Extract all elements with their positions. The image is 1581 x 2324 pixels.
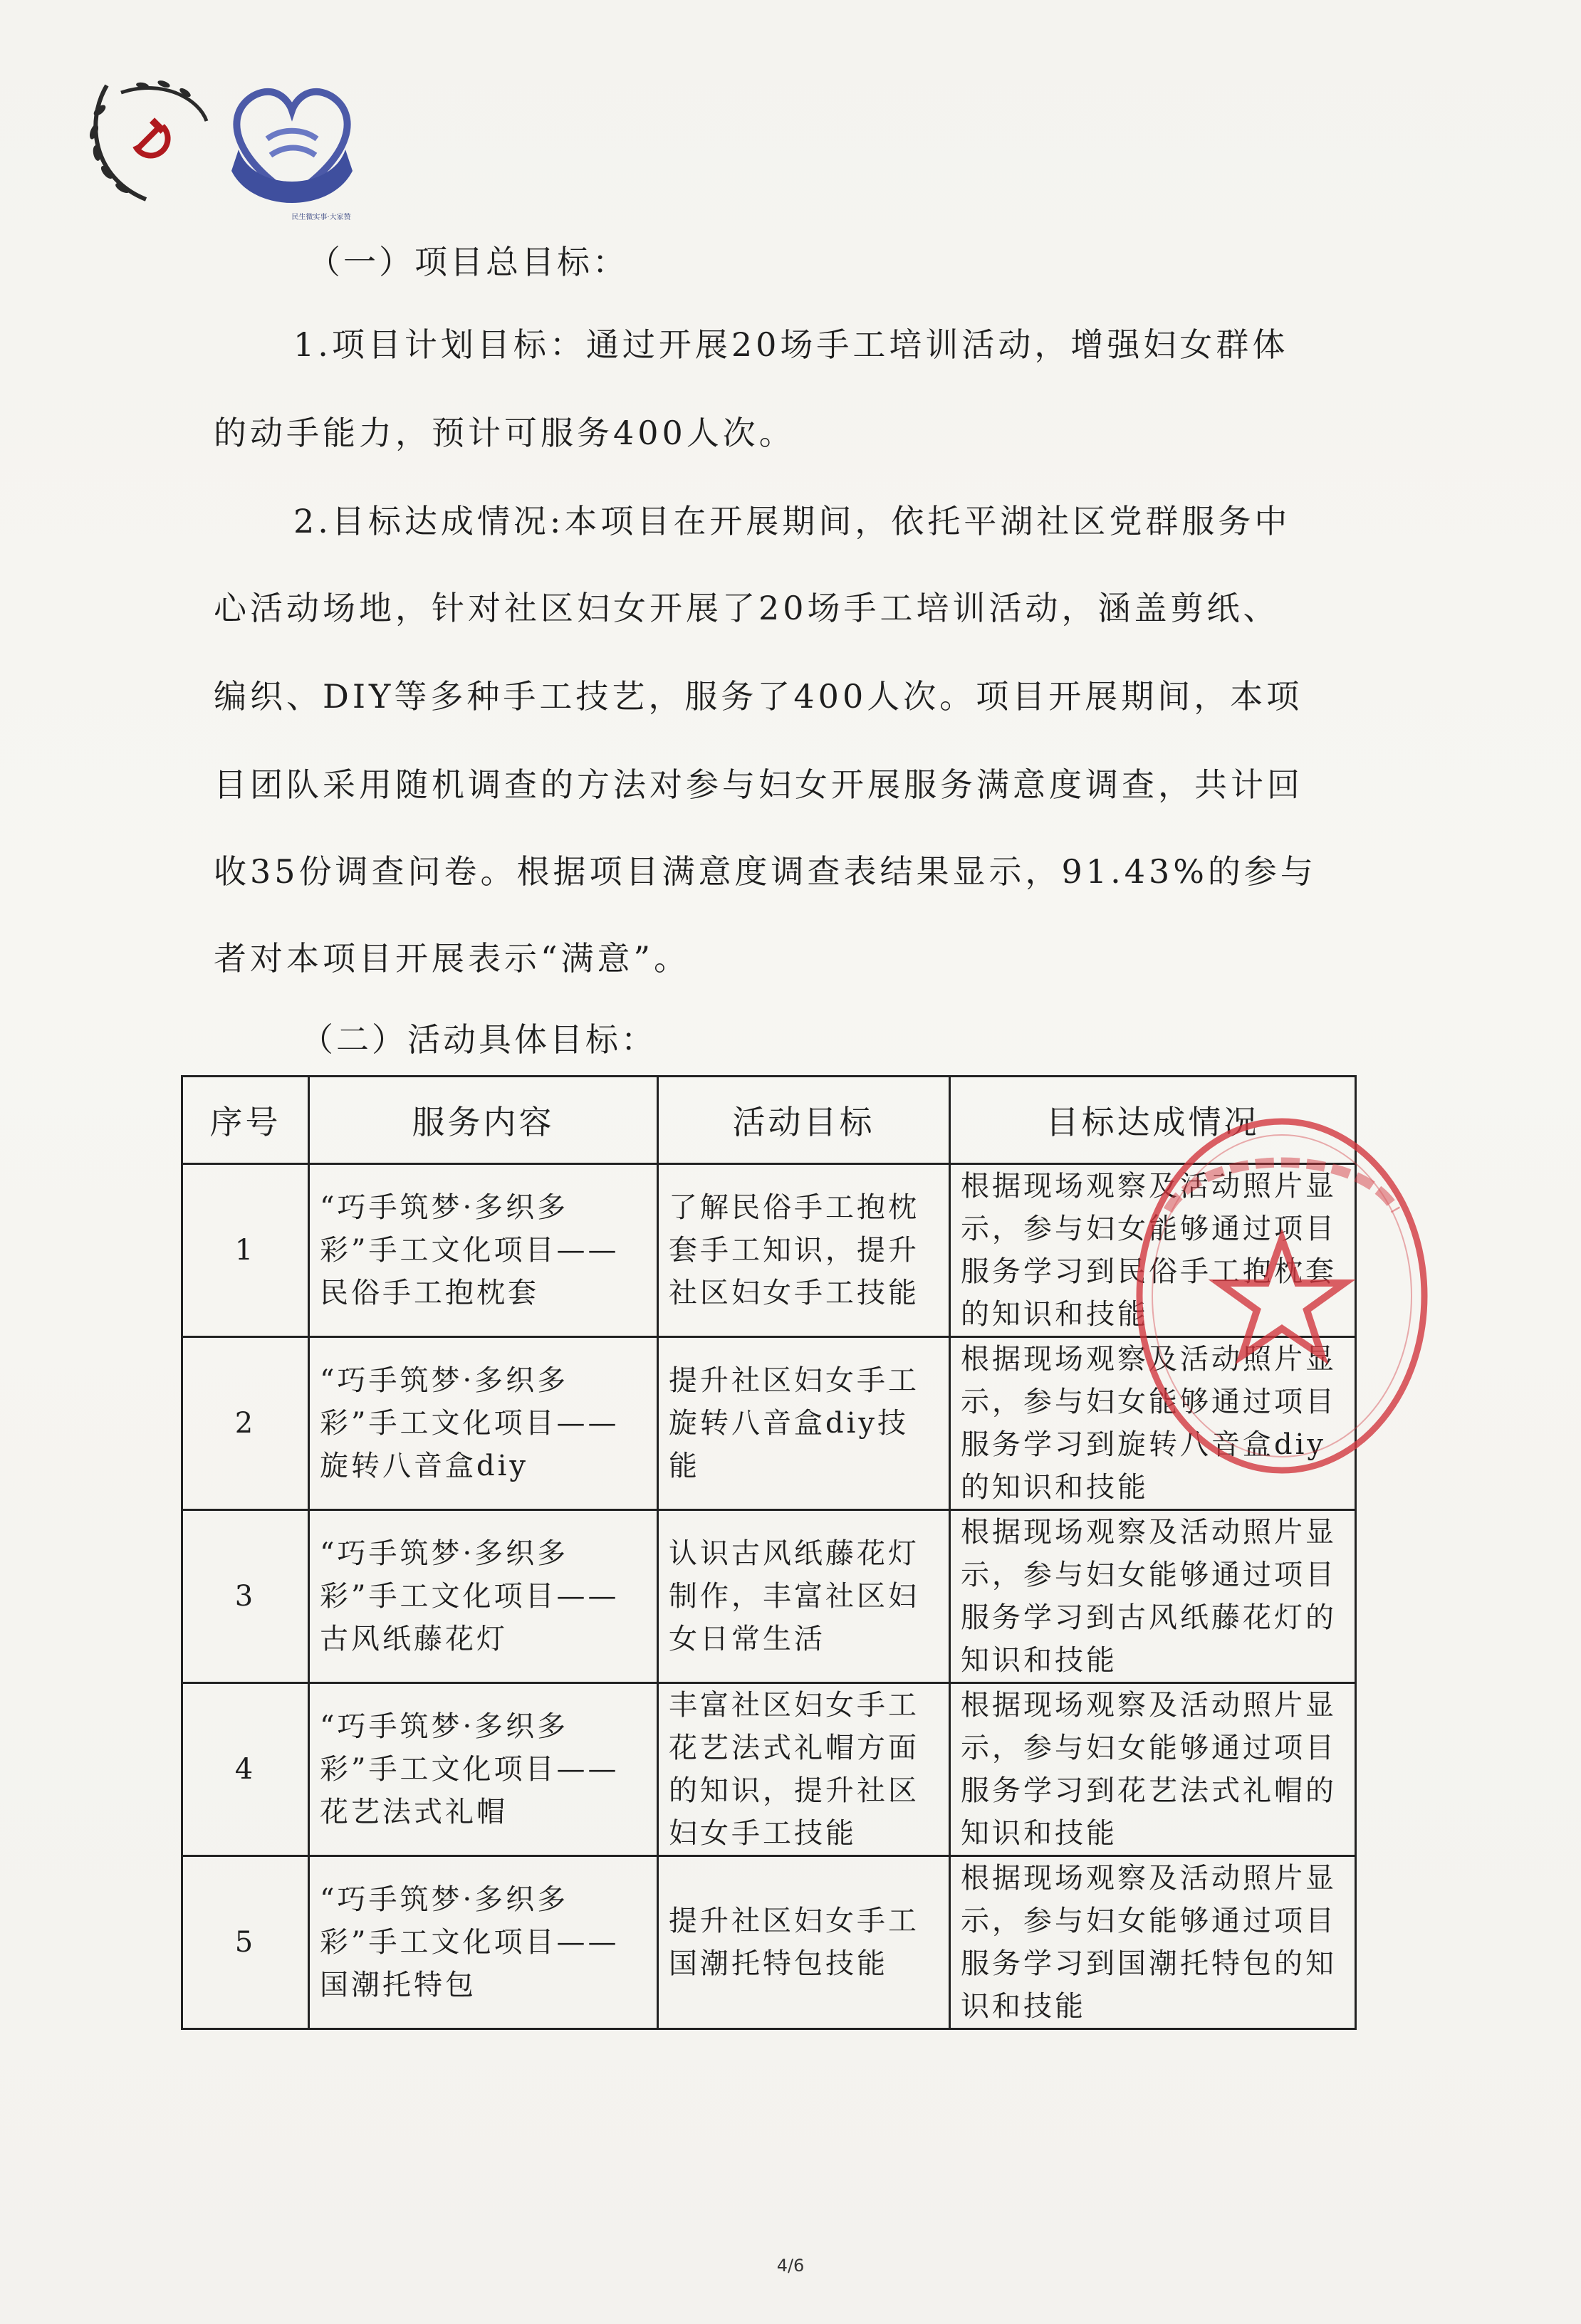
row-achievement: 根据现场观察及活动照片显示，参与妇女能够通过项目服务学习到古风纸藤花灯的知识和技能 (950, 1510, 1356, 1683)
header-logos (78, 71, 385, 221)
row-number: 2 (182, 1337, 309, 1510)
goal-2-line-6: 者对本项目开展表示“满意”。 (214, 939, 691, 978)
goal-2-line-1: 2.目标达成情况:本项目在开展期间，依托平湖社区党群服务中 (293, 502, 1291, 540)
row-service-content: “巧手筑梦·多织多彩”手工文化项目——古风纸藤花灯 (309, 1510, 658, 1683)
row-activity-goal: 丰富社区妇女手工花艺法式礼帽方面的知识，提升社区妇女手工技能 (658, 1683, 950, 1856)
row-service-content: “巧手筑梦·多织多彩”手工文化项目——民俗手工抱枕套 (309, 1164, 658, 1337)
goal-2-line-4: 目团队采用随机调查的方法对参与妇女开展服务满意度调查，共计回 (214, 765, 1303, 804)
table-row (182, 1856, 1356, 2029)
header-activity-goal: 活动目标 (658, 1077, 950, 1164)
goal-2-line-5: 收35份调查问卷。根据项目满意度调查表结果显示，91.43%的参与 (214, 852, 1317, 891)
row-activity-goal: 认识古风纸藤花灯制作，丰富社区妇女日常生活 (658, 1510, 950, 1683)
row-achievement: 根据现场观察及活动照片显示，参与妇女能够通过项目服务学习到民俗手工抱枕套的知识和技能 (950, 1164, 1356, 1337)
row-achievement: 根据现场观察及活动照片显示，参与妇女能够通过项目服务学习到国潮托特包的知识和技能 (950, 1856, 1356, 2029)
row-number: 1 (182, 1164, 309, 1337)
table-row (182, 1337, 1356, 1510)
table-row (182, 1510, 1356, 1683)
hammer-sickle-icon (135, 117, 168, 155)
row-activity-goal: 了解民俗手工抱枕套手工知识，提升社区妇女手工技能 (658, 1164, 950, 1337)
row-number: 3 (182, 1510, 309, 1683)
heart-hands-logo (210, 71, 374, 214)
goal-1-line-1: 1.项目计划目标：通过开展20场手工培训活动，增强妇女群体 (293, 325, 1289, 364)
row-service-content: “巧手筑梦·多织多彩”手工文化项目——花艺法式礼帽 (309, 1683, 658, 1856)
row-achievement: 根据现场观察及活动照片显示，参与妇女能够通过项目服务学习到花艺法式礼帽的知识和技能 (950, 1683, 1356, 1856)
header-number: 序号 (182, 1077, 309, 1164)
page-number: 4/6 (776, 2256, 805, 2276)
section-1-heading: （一）项目总目标： (308, 243, 628, 281)
header-achievement: 目标达成情况 (950, 1077, 1356, 1164)
row-achievement: 根据现场观察及活动照片显示，参与妇女能够通过项目服务学习到旋转八音盒diy的知识和技能 (950, 1337, 1356, 1510)
goal-1-line-2: 的动手能力，预计可服务400人次。 (214, 414, 795, 452)
row-number: 4 (182, 1683, 309, 1856)
goal-2-line-2: 心活动场地，针对社区妇女开展了20场手工培训活动，涵盖剪纸、 (214, 589, 1280, 627)
activity-goals-table (181, 1075, 1357, 2030)
header-service-content: 服务内容 (309, 1077, 658, 1164)
table-row (182, 1164, 1356, 1337)
row-activity-goal: 提升社区妇女手工国潮托特包技能 (658, 1856, 950, 2029)
section-2-heading: （二）活动具体目标： (301, 1020, 657, 1059)
goal-2-line-3: 编织、DIY等多种手工技艺，服务了400人次。项目开展期间，本项 (214, 677, 1303, 716)
row-number: 5 (182, 1856, 309, 2029)
row-activity-goal: 提升社区妇女手工旋转八音盒diy技能 (658, 1337, 950, 1510)
party-wreath-logo (78, 71, 214, 214)
table-row (182, 1683, 1356, 1856)
table-header-row (182, 1077, 1356, 1164)
row-service-content: “巧手筑梦·多织多彩”手工文化项目——国潮托特包 (309, 1856, 658, 2029)
logo-caption: 民生微实事·大家赞 (291, 214, 351, 221)
row-service-content: “巧手筑梦·多织多彩”手工文化项目——旋转八音盒diy (309, 1337, 658, 1510)
